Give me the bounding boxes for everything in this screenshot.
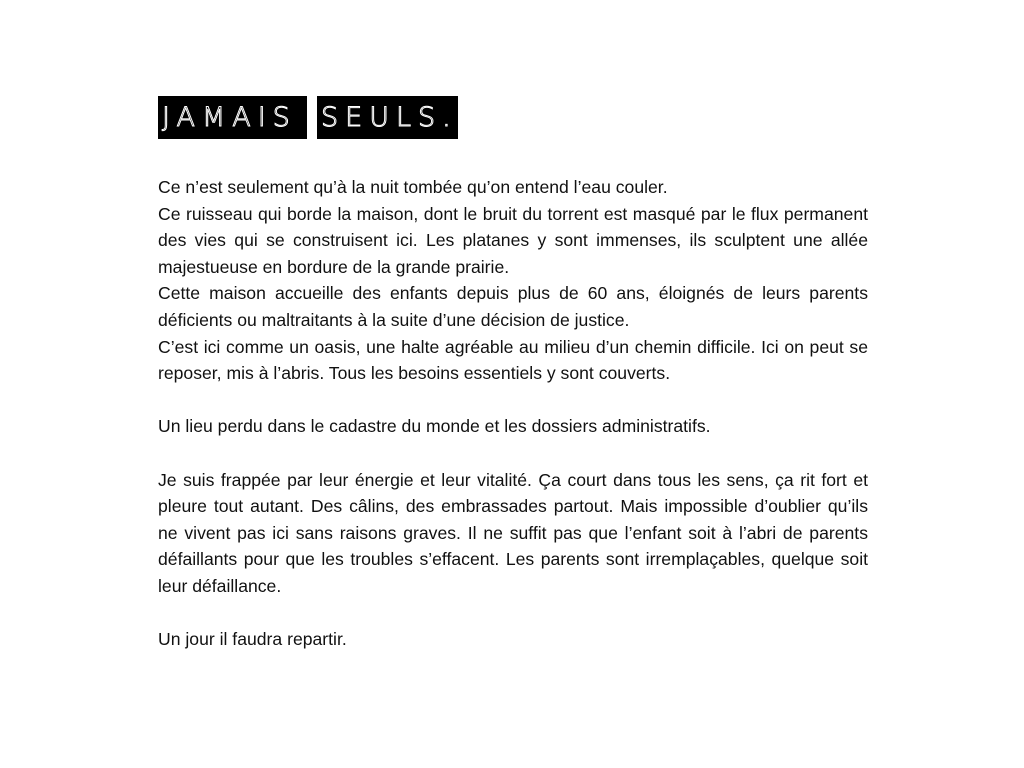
title-word-jamais: JAMAIS — [162, 102, 297, 133]
title-block-jamais — [158, 96, 307, 139]
body-text — [158, 174, 868, 653]
title-block-seuls — [317, 96, 458, 139]
title-word-seuls: SEULS. — [321, 102, 458, 133]
paragraph-repartir: Un jour il faudra repartir. — [158, 629, 347, 650]
paragraph-spacer — [158, 600, 868, 627]
paragraph-lieu-perdu: Un lieu perdu dans le cadastre du monde et les dossiers administratifs. — [158, 416, 711, 437]
paragraph-spacer — [158, 440, 868, 467]
paragraph-spacer — [158, 387, 868, 414]
paragraph-energie: Je suis frappée par leur énergie et leur vitalité. Ça court dans tous les sens, ça rit fort et pleure tout autant. Des câlins, des embrassades partout. Mais impossible d’oublier qu’ils ne vivent pas ici sans raisons graves. Il ne suffit pas que l’enfant soit à l’abri de parents défaillants pour que les troubles s’effacent. Les parents sont irremplaçables, quelque soit leur défaillance. — [158, 469, 868, 596]
page-title — [158, 96, 458, 139]
paragraph-nuit: Ce n’est seulement qu’à la nuit tombée qu’on entend l’eau couler. — [158, 177, 668, 197]
paragraph-ruisseau: Ce ruisseau qui borde la maison, dont le bruit du torrent est masqué par le flux permanent des vies qui se construisent ici. Les platanes y sont immenses, ils sculptent une allée majestueuse en bordure de la grande prairie. — [158, 203, 868, 277]
paragraph-oasis: C’est ici comme un oasis, une halte agréable au milieu d’un chemin difficile. Ici on peut se reposer, mis à l’abris. Tous les besoins essentiels y sont couverts. — [158, 336, 868, 384]
paragraph-maison: Cette maison accueille des enfants depuis plus de 60 ans, éloignés de leurs parents déficients ou maltraitants à la suite d’une décision de justice. — [158, 283, 868, 330]
